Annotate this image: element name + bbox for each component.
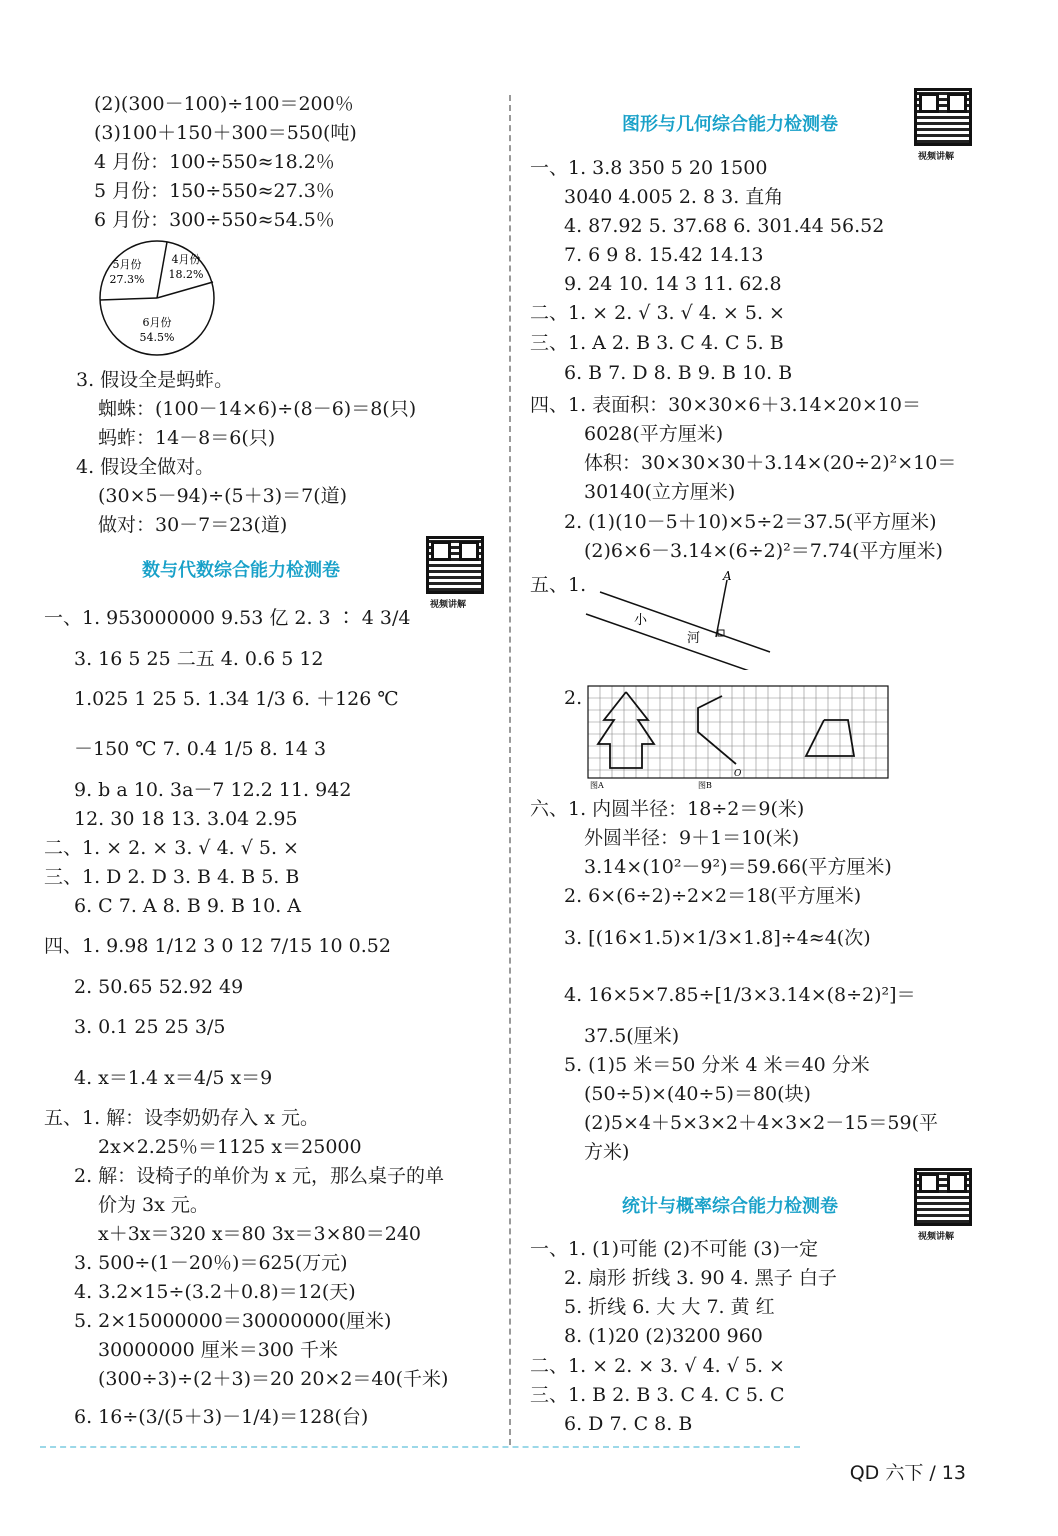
answer-line: 5 月份：150÷550≈27.3％ <box>94 180 335 202</box>
answer-line: 9. 24 10. 14 3 11. 62.8 <box>564 273 782 295</box>
answer-line: 4. x＝1.4 x＝4/5 x＝9 <box>74 1067 273 1089</box>
figure-label: 图A <box>590 781 604 790</box>
footer-rule <box>40 1446 800 1448</box>
answer-line: 2. 扇形 折线 3. 90 4. 黑子 白子 <box>564 1267 837 1289</box>
answer-line: 一、1. 3.8 350 5 20 1500 <box>530 157 768 179</box>
pie-value: 27.3% <box>109 273 145 286</box>
answer-line: 6028(平方厘米) <box>584 423 724 445</box>
figure-label: 图B <box>698 781 712 790</box>
answer-line: 9. b a 10. 3a－7 12.2 11. 942 <box>74 779 352 801</box>
pie-value: 54.5% <box>139 331 175 344</box>
answer-line: 4. 假设全做对。 <box>76 456 215 478</box>
qr-caption: 视频讲解 <box>918 1232 955 1242</box>
answer-line: 2x×2.25％＝1125 x＝25000 <box>98 1136 362 1158</box>
answer-line: 2. (1)(10－5＋10)×5÷2＝37.5(平方厘米) <box>564 511 937 533</box>
answer-line: 三、1. A 2. B 3. C 4. C 5. B <box>530 332 784 354</box>
answer-line: 价为 3x 元。 <box>98 1194 209 1216</box>
answer-line: 方米) <box>584 1141 630 1163</box>
answer-line: (2)6×6－3.14×(6÷2)²＝7.74(平方厘米) <box>584 540 943 562</box>
answer-line: 外圆半径：9＋1＝10(米) <box>584 827 800 849</box>
answer-line: 3. 假设全是蚂蚱。 <box>76 369 234 391</box>
grid-figure <box>586 684 896 790</box>
answer-line: 1.025 1 25 5. 1.34 1/3 6. ＋126 ℃ <box>74 688 399 710</box>
answer-line: －150 ℃ 7. 0.4 1/5 8. 14 3 <box>74 738 327 760</box>
answer-line: 8. (1)20 (2)3200 960 <box>564 1325 763 1347</box>
answer-line: 蜘蛛：(100－14×6)÷(8－6)＝8(只) <box>98 398 417 420</box>
answer-line: 4. 3.2×15÷(3.2＋0.8)＝12(天) <box>74 1281 356 1303</box>
river-diagram <box>582 570 822 670</box>
qr-caption: 视频讲解 <box>430 600 467 610</box>
section-title: 图形与几何综合能力检测卷 <box>622 114 838 135</box>
qr-code-icon[interactable] <box>426 536 484 594</box>
answer-line: 蚂蚱：14－8＝6(只) <box>98 427 276 449</box>
answer-line: 体积：30×30×30＋3.14×(20÷2)²×10＝ <box>584 452 957 474</box>
answer-line: 一、1. (1)可能 (2)不可能 (3)一定 <box>530 1238 818 1260</box>
answer-line: 3. 500÷(1－20％)＝625(万元) <box>74 1252 348 1274</box>
answer-line: (2)5×4＋5×3×2＋4×3×2－15＝59(平 <box>584 1112 938 1134</box>
qr-code-icon[interactable] <box>914 1168 972 1226</box>
answer-line: 二、1. × 2. √ 3. √ 4. × 5. × <box>530 302 785 324</box>
answer-line: 三、1. B 2. B 3. C 4. C 5. C <box>530 1384 785 1406</box>
answer-line: 5. (1)5 米＝50 分米 4 米＝40 分米 <box>564 1054 870 1076</box>
answer-line: 37.5(厘米) <box>584 1025 680 1047</box>
answer-line: 4. 16×5×7.85÷[1/3×3.14×(8÷2)²]＝ <box>564 984 916 1006</box>
answer-line: 3. [(16×1.5)×1/3×1.8]÷4≈4(次) <box>564 927 871 949</box>
answer-line: 四、1. 9.98 1/12 3 0 12 7/15 10 0.52 <box>44 935 391 957</box>
answer-line: 5. 2×15000000＝30000000(厘米) <box>74 1310 392 1332</box>
answer-line: 12. 30 18 13. 3.04 2.95 <box>74 808 298 830</box>
answer-line: 五、1. <box>530 574 587 596</box>
river-label: 小 <box>634 613 648 628</box>
answer-line: 4. 87.92 5. 37.68 6. 301.44 56.52 <box>564 215 885 237</box>
answer-line: 2. 6×(6÷2)÷2×2＝18(平方厘米) <box>564 885 862 907</box>
answer-line: 四、1. 表面积：30×30×6＋3.14×20×10＝ <box>530 394 921 416</box>
answer-line: 2. 50.65 52.92 49 <box>74 976 244 998</box>
column-divider <box>509 95 511 1445</box>
answer-line: 6. D 7. C 8. B <box>564 1413 693 1435</box>
qr-caption: 视频讲解 <box>918 152 955 162</box>
answer-line: 7. 6 9 8. 15.42 14.13 <box>564 244 764 266</box>
section-title: 统计与概率综合能力检测卷 <box>622 1196 838 1217</box>
answer-line: 4 月份：100÷550≈18.2％ <box>94 151 335 173</box>
pie-label: 6月份 <box>142 316 172 329</box>
answer-line: (2)(300－100)÷100＝200％ <box>94 93 354 115</box>
answer-line: 3040 4.005 2. 8 3. 直角 <box>564 186 784 208</box>
answer-line: 三、1. D 2. D 3. B 4. B 5. B <box>44 866 300 888</box>
section-title: 数与代数综合能力检测卷 <box>142 560 340 581</box>
pie-value: 18.2% <box>168 268 204 281</box>
answer-line: 6 月份：300÷550≈54.5％ <box>94 209 335 231</box>
answer-line: x＋3x＝320 x＝80 3x＝3×80＝240 <box>98 1223 422 1245</box>
answer-line: 做对：30－7＝23(道) <box>98 514 288 536</box>
pie-label: 5月份 <box>112 258 142 271</box>
answer-line: 2. 解：设椅子的单价为 x 元，那么桌子的单 <box>74 1165 444 1187</box>
answer-line: 30140(立方厘米) <box>584 481 736 503</box>
answer-line: 3. 16 5 25 二五 4. 0.6 5 12 <box>74 648 324 670</box>
pie-label: 4月份 <box>171 253 201 266</box>
answer-line: 30000000 厘米＝300 千米 <box>98 1339 339 1361</box>
answer-line: 2. <box>564 687 583 709</box>
answer-line: 5. 折线 6. 大 大 7. 黄 红 <box>564 1296 775 1318</box>
answer-line: 6. 16÷(3/(5＋3)－1/4)＝128(台) <box>74 1406 369 1428</box>
answer-line: 二、1. × 2. × 3. √ 4. √ 5. × <box>530 1355 785 1377</box>
answer-line: 一、1. 953000000 9.53 亿 2. 3 ∶ 4 3/4 <box>44 607 411 629</box>
answer-line: (300÷3)÷(2＋3)＝20 20×2＝40(千米) <box>98 1368 449 1390</box>
answer-line: (50÷5)×(40÷5)＝80(块) <box>584 1083 811 1105</box>
answer-line: 五、1. 解：设李奶奶存入 x 元。 <box>44 1107 319 1129</box>
answer-line: 6. C 7. A 8. B 9. B 10. A <box>74 895 301 917</box>
qr-code-icon[interactable] <box>914 88 972 146</box>
answer-line: (3)100＋150＋300＝550(吨) <box>94 122 357 144</box>
point-label: O <box>734 769 742 779</box>
pie-chart <box>94 240 224 360</box>
answer-line: 3.14×(10²－9²)＝59.66(平方厘米) <box>584 856 892 878</box>
river-label: 河 <box>687 631 701 646</box>
answer-line: 6. B 7. D 8. B 9. B 10. B <box>564 362 793 384</box>
point-label: A <box>723 570 732 583</box>
answer-line: 六、1. 内圆半径：18÷2＝9(米) <box>530 798 805 820</box>
page-footer: QD 六下 / 13 <box>849 1462 966 1484</box>
answer-line: 二、1. × 2. × 3. √ 4. √ 5. × <box>44 837 299 859</box>
answer-line: (30×5－94)÷(5＋3)＝7(道) <box>98 485 348 507</box>
answer-line: 3. 0.1 25 25 3/5 <box>74 1016 226 1038</box>
